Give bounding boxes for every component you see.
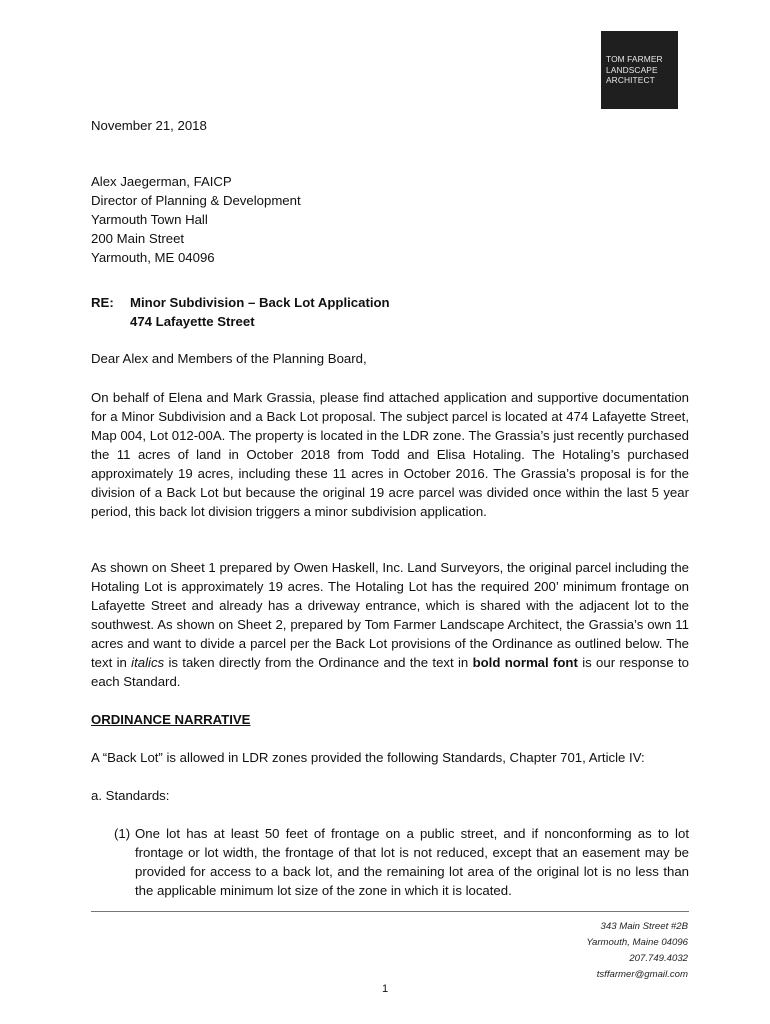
logo-line-3: ARCHITECT (606, 75, 655, 85)
recipient-name: Alex Jaegerman, FAICP (91, 174, 232, 189)
recipient-city: Yarmouth, ME 04096 (91, 250, 215, 265)
recipient-title: Director of Planning & Development (91, 193, 301, 208)
standard-text: One lot has at least 50 feet of frontage on a public street, and if nonconforming as to lot frontage or lot width, the frontage of that lot is not reduced, except that an easement may be provided for access to a back lot, and the remaining lot area of the original lot is no less than the applicable minimum lot size of the zone in which it is located. (135, 826, 689, 898)
re-address: 474 Lafayette Street (130, 314, 255, 329)
italics-example: italics (131, 655, 165, 670)
company-logo (601, 31, 678, 109)
footer-phone: 207.749.4032 (629, 953, 688, 964)
paragraph-2-part-1: As shown on Sheet 1 prepared by Owen Haskell, Inc. Land Surveyors, the original parcel including the Hotaling Lot is approximately 19 acres. The Hotaling Lot has the required 200’ minimum frontage on Lafayette Street and already has a driveway entrance, which is shared with the adjacent lot to the southwest. As shown on Sheet 2, prepared by Tom Farmer Landscape Architect, the Grassia’s own 11 acres and want to divide a parcel per the Back Lot provisions of the Ordinance as outlined below. The text in (91, 560, 689, 670)
standard-item-1 (114, 824, 689, 900)
paragraph-2-part-2: is taken directly from the Ordinance and the text in (164, 655, 473, 670)
paragraph-2 (91, 558, 689, 691)
paragraph-1: On behalf of Elena and Mark Grassia, please find attached application and supportive documentation for a Minor Subdivision and a Back Lot proposal. The subject parcel is located at 474 Lafayette Street, Map 004, Lot 012-00A. The property is located in the LDR zone. The Grassia’s just recently purchased the 11 acres of land in October 2018 from Todd and Elisa Hotaling. The Hotaling’s purchased approximately 19 acres, including these 11 acres in October 2016. The Grassia’s proposal is for the division of a Back Lot but because the original 19 acre parcel was divided once within the last 5 year period, this back lot division triggers a minor subdivision application. (91, 390, 689, 519)
paragraph-2-part-3: is our response to each Standard. (91, 655, 689, 689)
footer-email: tsffarmer@gmail.com (596, 969, 688, 980)
recipient-street: 200 Main Street (91, 231, 185, 246)
re-subject: Minor Subdivision – Back Lot Application (130, 295, 390, 310)
footer-divider (91, 911, 689, 912)
logo-line-1: TOM FARMER (606, 54, 663, 64)
footer-contact (586, 919, 688, 983)
standards-label: a. Standards: (91, 788, 170, 803)
salutation: Dear Alex and Members of the Planning Board, (91, 351, 367, 366)
logo-line-2: LANDSCAPE (606, 64, 658, 75)
standard-number: (1) (114, 826, 131, 841)
recipient-address (91, 172, 689, 267)
section-heading: ORDINANCE NARRATIVE (91, 712, 251, 727)
letter-date: November 21, 2018 (91, 118, 207, 133)
page-number: 1 (381, 983, 389, 995)
bold-example: bold normal font (472, 655, 578, 670)
standards-intro: A “Back Lot” is allowed in LDR zones provided the following Standards, Chapter 701, Article IV: (91, 750, 645, 765)
re-label: RE: (91, 295, 114, 310)
subject-line (91, 293, 689, 331)
footer-street: 343 Main Street #2B (600, 921, 688, 932)
footer-city: Yarmouth, Maine 04096 (586, 937, 688, 948)
recipient-office: Yarmouth Town Hall (91, 212, 208, 227)
